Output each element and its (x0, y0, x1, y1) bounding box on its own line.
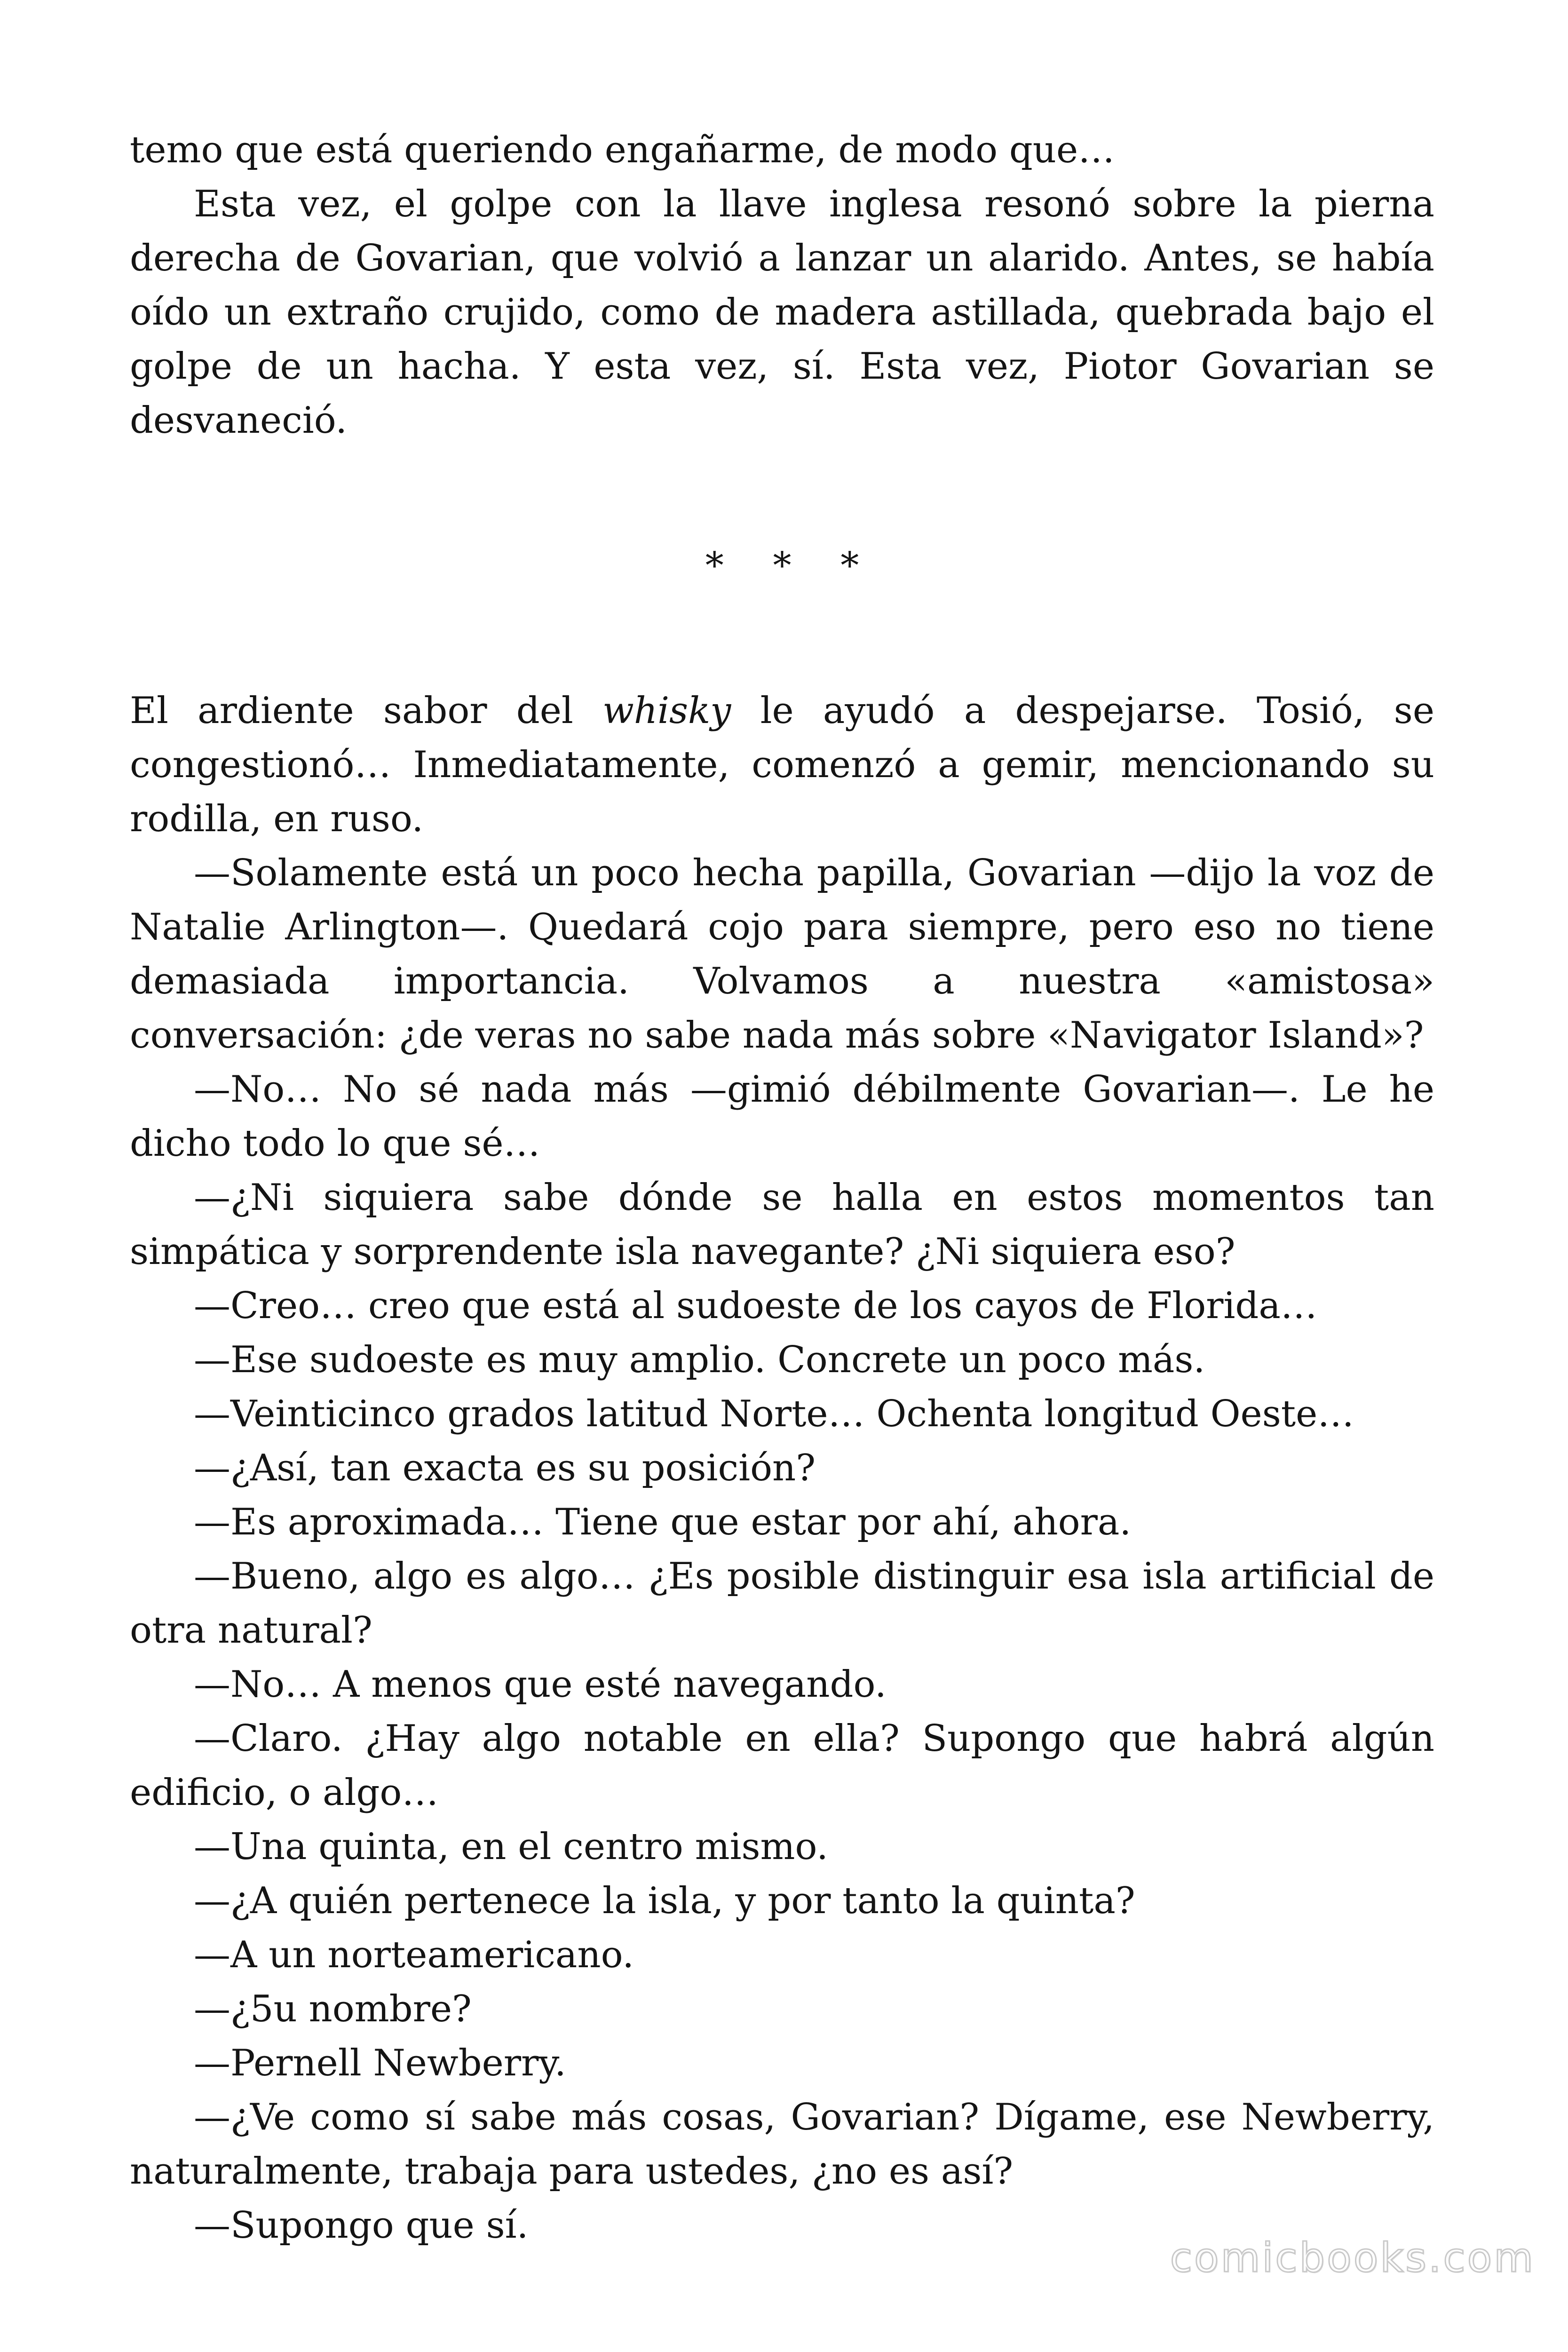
paragraph: Esta vez, el golpe con la llave inglesa resonó sobre la pierna derecha de Govarian, que volvió a lanzar un alarido. Antes, se había oído un extraño crujido, como de madera astillada, quebrada bajo el golpe de un hacha. Y esta vez, sí. Esta vez, Piotor Govarian se desvaneció. (130, 183, 1434, 442)
dialogue-line: —No… A menos que esté navegando. (194, 1663, 887, 1706)
page-body (130, 123, 1434, 2253)
dialogue-line: —Claro. ¿Hay algo notable en ella? Supongo que habrá algún edificio, o algo… (130, 1717, 1434, 1814)
dialogue-line: —A un norteamericano. (194, 1934, 634, 1976)
dialogue-line: —Veinticinco grados latitud Norte… Ochenta longitud Oeste… (194, 1393, 1354, 1435)
paragraph (130, 684, 1434, 846)
dialogue-line: —Solamente está un poco hecha papilla, Govarian —dijo la voz de Natalie Arlington—. Quedará cojo para siempre, pero eso no tiene demasiada importancia. Volvamos a nuestra «amistosa» conversación: ¿de veras no sabe nada más sobre «Navigator Island»? (130, 852, 1434, 1057)
dialogue-line: —¿Así, tan exacta es su posición? (194, 1447, 816, 1489)
paragraph-text: El ardiente sabor del (130, 690, 603, 732)
paragraph-text: le ayudó a despejarse. Tosió, se congestionó… Inmediatamente, comenzó a gemir, mencionando su rodilla, en ruso. (130, 690, 1434, 840)
dialogue-line: —Supongo que sí. (194, 2204, 529, 2247)
dialogue-line: —¿5u nombre? (194, 1988, 472, 2030)
dialogue-line: —Pernell Newberry. (194, 2042, 566, 2084)
italic-word: whisky (602, 690, 731, 732)
dialogue-line: —Creo… creo que está al sudoeste de los cayos de Florida… (194, 1285, 1317, 1327)
dialogue-line: —¿Ve como sí sabe más cosas, Govarian? Dígame, ese Newberry, naturalmente, trabaja para ustedes, ¿no es así? (130, 2096, 1434, 2193)
dialogue-line: —¿A quién pertenece la isla, y por tanto la quinta? (194, 1880, 1135, 1922)
watermark: comicbooks.com (1170, 2234, 1535, 2281)
dialogue-line: —Una quinta, en el centro mismo. (194, 1826, 828, 1868)
dialogue-line: —¿Ni siquiera sabe dónde se halla en estos momentos tan simpática y sorprendente isla navegante? ¿Ni siquiera eso? (130, 1176, 1434, 1273)
scene-break: * * * (705, 544, 878, 587)
dialogue-line: —Es aproximada… Tiene que estar por ahí, ahora. (194, 1501, 1132, 1543)
dialogue-line: —No… No sé nada más —gimió débilmente Govarian—. Le he dicho todo lo que sé… (130, 1068, 1434, 1165)
dialogue-line: —Bueno, algo es algo… ¿Es posible distinguir esa isla artificial de otra natural? (130, 1555, 1434, 1652)
paragraph: temo que está queriendo engañarme, de modo que… (130, 129, 1115, 171)
dialogue-line: —Ese sudoeste es muy amplio. Concrete un poco más. (194, 1339, 1205, 1381)
